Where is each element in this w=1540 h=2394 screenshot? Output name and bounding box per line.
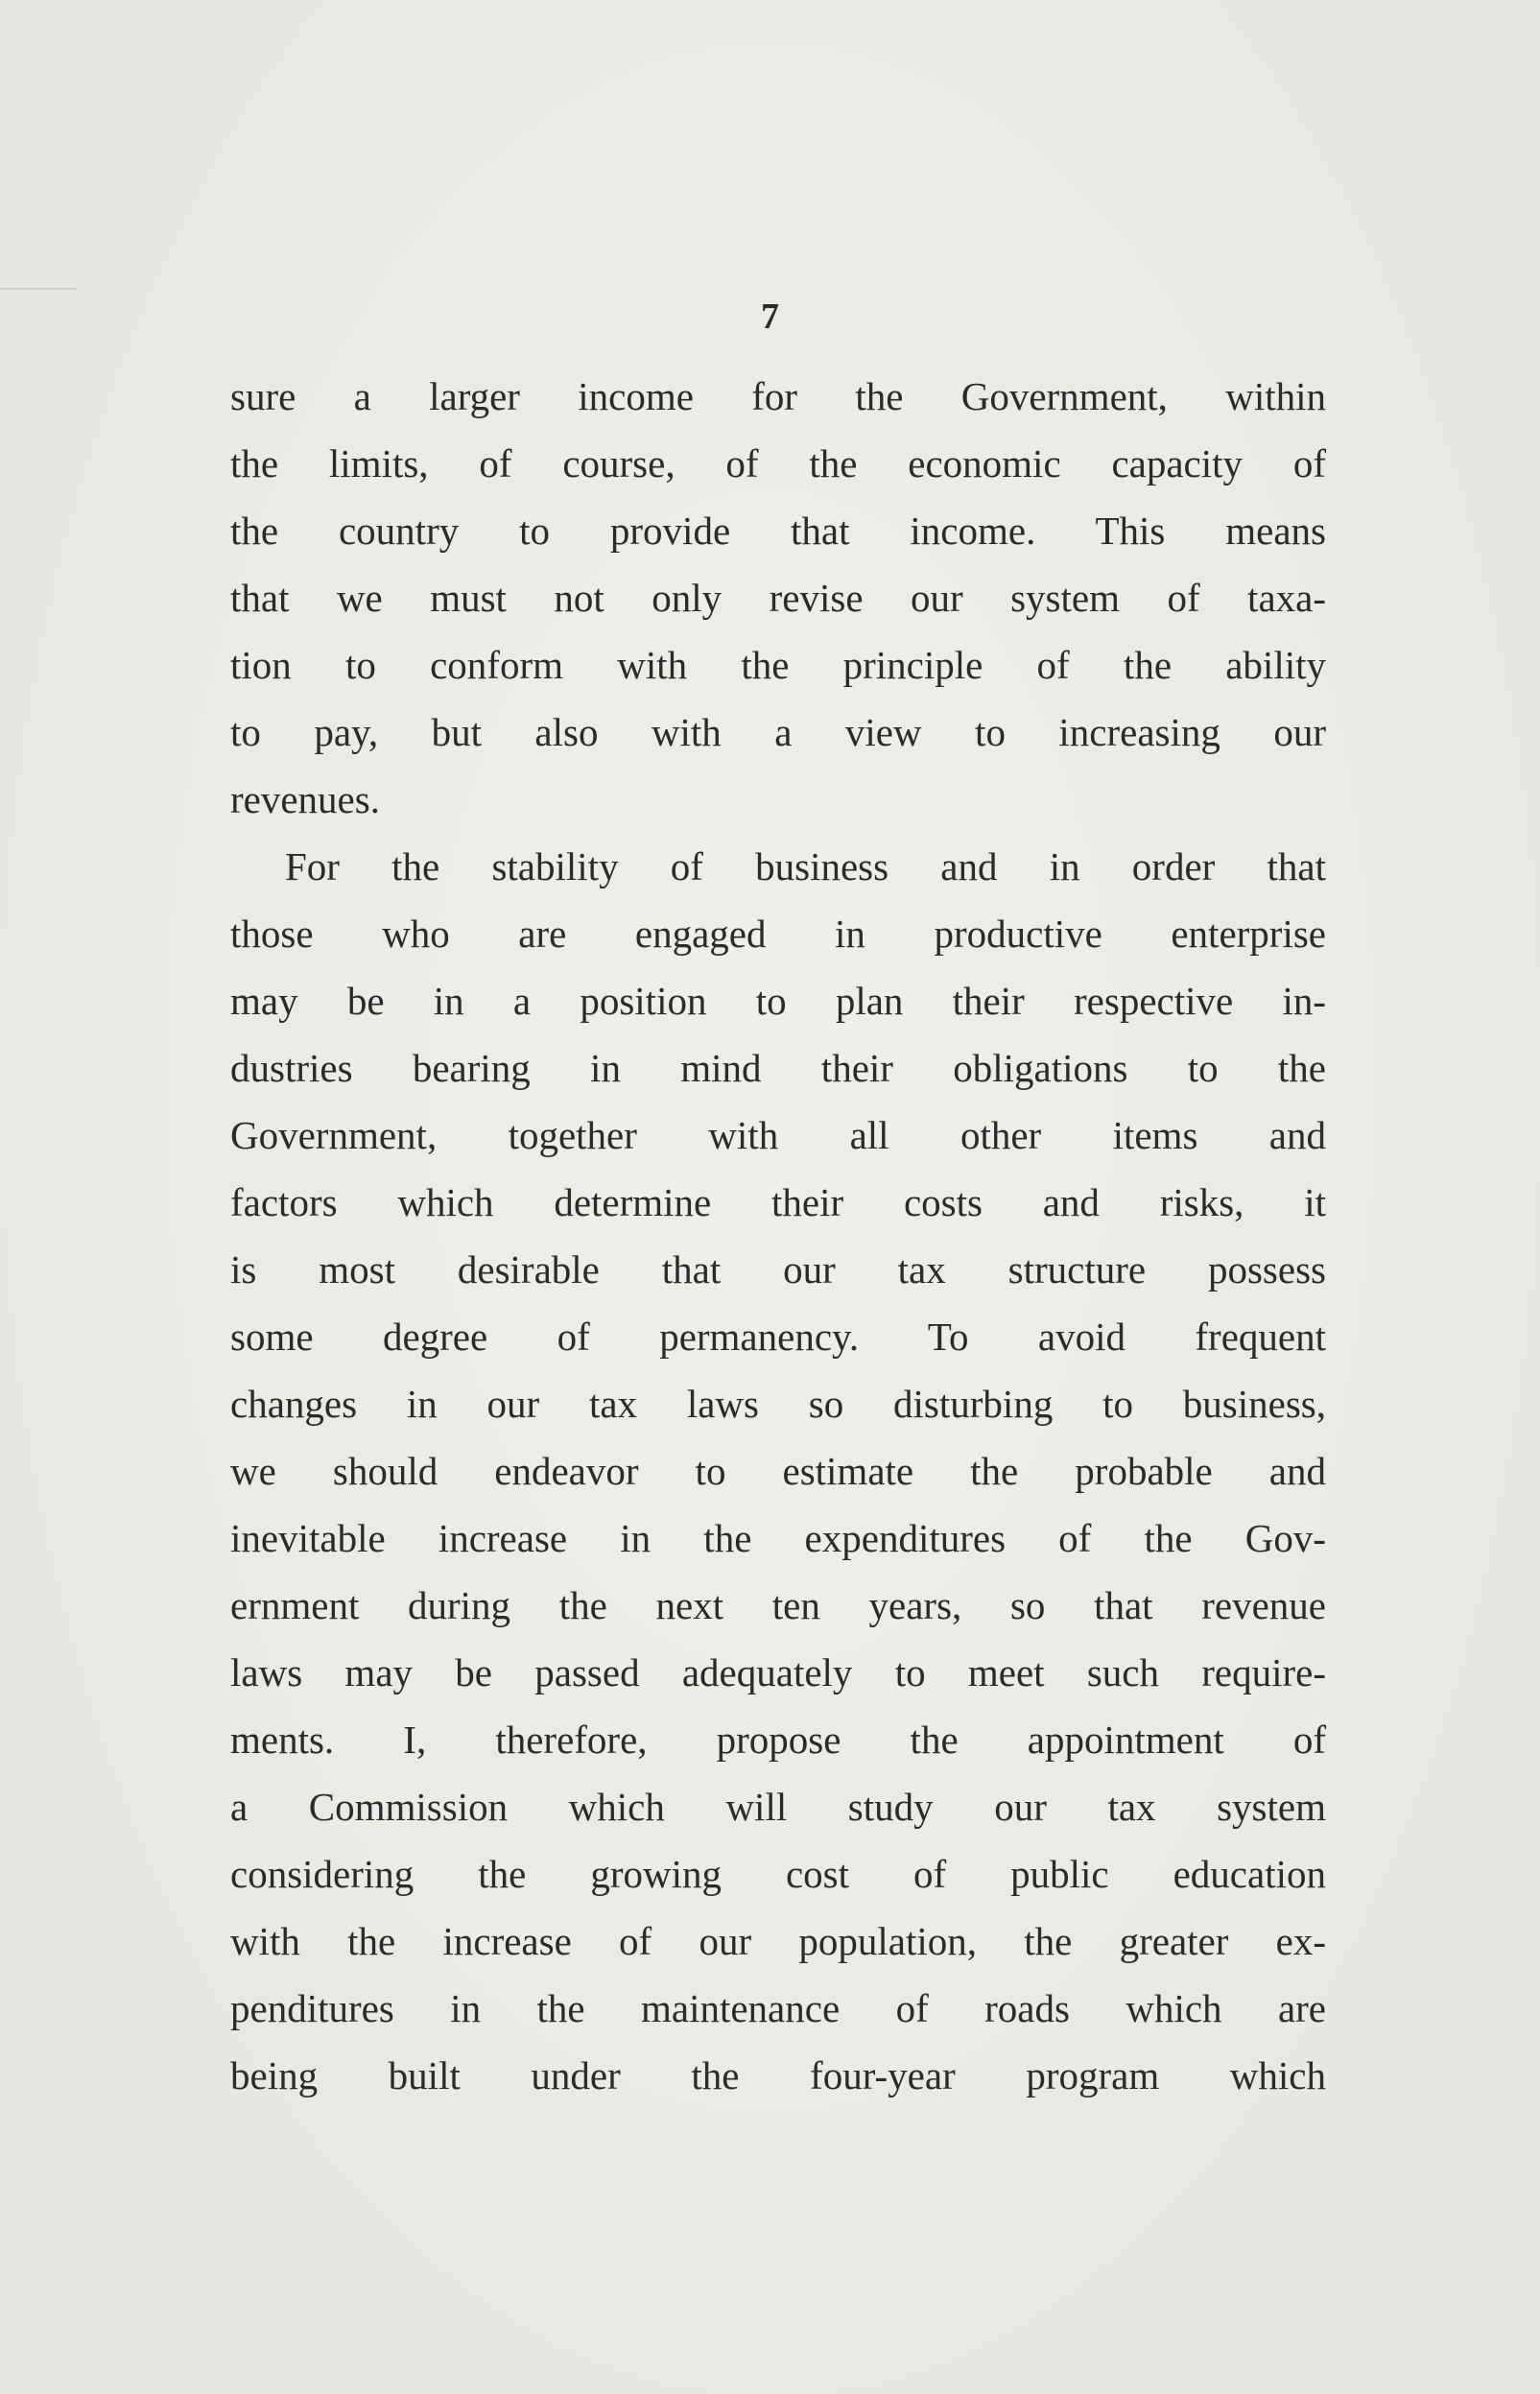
page-number: 7	[761, 296, 779, 337]
text-line: may be in a position to plan their respective in-	[230, 979, 1326, 1023]
text-line: revenues.	[230, 777, 380, 821]
text-line: to pay, but also with a view to increasing our	[230, 710, 1326, 754]
text-line: penditures in the maintenance of roads which are	[230, 1986, 1326, 2030]
text-line: tion to conform with the principle of the ability	[230, 643, 1326, 687]
text-line: the country to provide that income. This means	[230, 509, 1326, 553]
text-line: with the increase of our population, the greater ex-	[230, 1919, 1326, 1963]
text-line: that we must not only revise our system of taxa-	[230, 576, 1326, 620]
text-line: factors which determine their costs and risks, it	[230, 1180, 1326, 1224]
text-line: being built under the four-year program which	[230, 2053, 1326, 2098]
text-line: laws may be passed adequately to meet such require-	[230, 1650, 1326, 1695]
text-line: we should endeavor to estimate the probable and	[230, 1449, 1326, 1493]
text-line: Government, together with all other items and	[230, 1113, 1326, 1157]
text-line: considering the growing cost of public education	[230, 1852, 1326, 1896]
text-line: ernment during the next ten years, so that revenue	[230, 1583, 1326, 1627]
text-line: sure a larger income for the Government, within	[230, 374, 1326, 418]
text-line: is most desirable that our tax structure possess	[230, 1247, 1326, 1292]
text-line: ments. I, therefore, propose the appointment of	[230, 1718, 1326, 1762]
text-line: For the stability of business and in order that	[285, 844, 1326, 889]
text-line: a Commission which will study our tax system	[230, 1785, 1326, 1829]
text-line: those who are engaged in productive enterprise	[230, 912, 1326, 956]
text-line: some degree of permanency. To avoid frequent	[230, 1315, 1326, 1359]
text-line: inevitable increase in the expenditures of the Gov-	[230, 1516, 1326, 1560]
text-line: the limits, of course, of the economic capacity of	[230, 441, 1326, 486]
text-line: changes in our tax laws so disturbing to business,	[230, 1382, 1326, 1426]
body-text	[230, 363, 1326, 2109]
text-line: dustries bearing in mind their obligations to the	[230, 1046, 1326, 1090]
